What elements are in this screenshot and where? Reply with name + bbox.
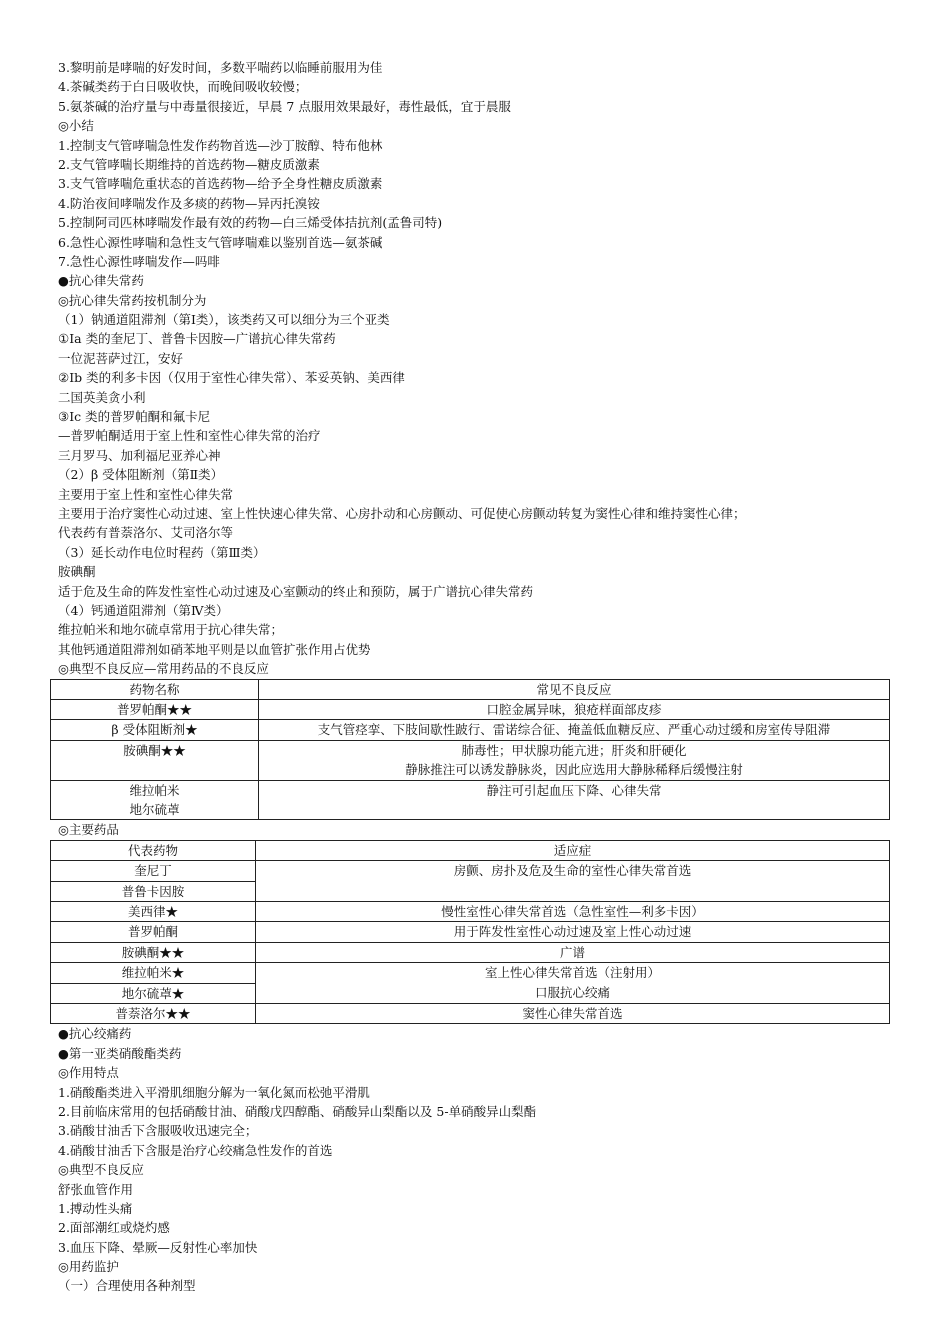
text-line: 3.硝酸甘油舌下含服吸收迅速完全； [58, 1123, 258, 1139]
effect-cell [259, 720, 890, 740]
text-line: —普罗帕酮适用于室上性和室性心律失常的治疗 [58, 428, 321, 444]
drug-name: 维拉帕米 [129, 782, 180, 798]
effect-cell [259, 780, 890, 820]
text-line: ◎抗心律失常药按机制分为 [58, 292, 207, 308]
text-line: ◎小结 [58, 118, 94, 134]
text-line: ◎用药监护 [58, 1259, 119, 1275]
indication-cell [256, 963, 890, 1004]
text-line: 其他钙通道阻滞剂如硝苯地平则是以血管扩张作用占优势 [58, 641, 371, 657]
indication-cell: 用于阵发性室性心动过速及室上性心动过速 [256, 922, 890, 942]
indication-text: 室上性心律失常首选（注射用） [484, 965, 660, 981]
table-header-row [51, 840, 890, 860]
effect-text: 口腔金属异味，狼疮样面部皮疹 [486, 701, 662, 717]
text-line: ◎典型不良反应—常用药品的不良反应 [58, 661, 269, 677]
effect-text: 肺毒性；甲状腺功能亢进；肝炎和肝硬化 [461, 742, 687, 758]
table-row [51, 922, 890, 942]
text-line: 胺碘酮 [58, 564, 96, 580]
indication-cell: 广谱 [256, 942, 890, 962]
drug-cell: 胺碘酮★★ [51, 942, 256, 962]
text-line: （4）钙通道阻滞剂（第Ⅳ类） [58, 602, 229, 618]
text-line: ◎典型不良反应 [58, 1162, 144, 1178]
document-page [58, 58, 898, 1296]
table-row [51, 901, 890, 921]
table-row [51, 1003, 890, 1023]
adverse-reactions-table [50, 679, 890, 821]
text-line: 7.急性心源性哮喘发作—吗啡 [58, 253, 220, 269]
text-line: 4.硝酸甘油舌下含服是治疗心绞痛急性发作的首选 [58, 1142, 333, 1158]
text-line: 一位泥菩萨过江，安好 [58, 350, 184, 366]
column-header-adverse-reaction: 常见不良反应 [259, 679, 890, 699]
effect-text: 静脉推注可以诱发静脉炎，因此应选用大静脉稀释后缓慢注射 [405, 762, 743, 778]
text-line: 4.茶碱类药于白日吸收快，而晚间吸收较慢； [58, 79, 308, 95]
effect-cell [259, 699, 890, 719]
effect-text: 静注可引起血压下降、心律失常 [486, 782, 662, 798]
drug-cell [51, 740, 259, 780]
text-line: 二国英美贪小利 [58, 389, 146, 405]
column-header-drug: 药物名称 [51, 679, 259, 699]
column-header-representative-drug: 代表药物 [51, 840, 256, 860]
indication-text: 口服抗心绞痛 [534, 984, 610, 1000]
text-line: ③Ⅰc 类的普罗帕酮和氟卡尼 [58, 409, 211, 425]
drug-cell: 奎尼丁 [51, 861, 256, 881]
drug-name: 普罗帕酮★★ [116, 701, 192, 717]
text-line: ●抗心律失常药 [58, 273, 144, 289]
effect-text: 支气管痉挛、下肢间歇性跛行、雷诺综合征、掩盖低血糖反应、严重心动过缓和房室传导阻滞 [317, 722, 831, 738]
main-drugs-table [50, 840, 890, 1025]
table-row [51, 740, 890, 780]
section-asthma-arrhythmia [58, 58, 898, 679]
text-line: 4.防治夜间哮喘发作及多痰的药物—异丙托溴铵 [58, 195, 320, 211]
table-row [51, 963, 890, 983]
text-line: 适于危及生命的阵发性室性心动过速及心室颤动的终止和预防，属于广谱抗心律失常药 [58, 583, 534, 599]
text-line: 舒张血管作用 [58, 1181, 134, 1197]
drug-cell [51, 780, 259, 820]
column-header-indication: 适应症 [256, 840, 890, 860]
text-line: ●第一亚类硝酸酯类药 [58, 1045, 182, 1061]
text-line: 2.支气管哮喘长期维持的首选药物—糖皮质激素 [58, 156, 320, 172]
table-row [51, 699, 890, 719]
text-line: （3）延长动作电位时程药（第Ⅲ类） [58, 544, 266, 560]
drug-cell: 美西律★ [51, 901, 256, 921]
text-line: 主要用于治疗窦性心动过速、室上性快速心律失常、心房扑动和心房颤动、可促使心房颤动转复为窦性心律和维持窦性心律； [58, 505, 746, 521]
text-line: 主要用于室上性和室性心律失常 [58, 486, 234, 502]
drug-cell: 地尔硫䓬★ [51, 983, 256, 1003]
table-row [51, 861, 890, 881]
drug-cell: 普罗帕酮 [51, 922, 256, 942]
text-line: 5.控制阿司匹林哮喘发作最有效的药物—白三烯受体拮抗剂(孟鲁司特) [58, 215, 443, 231]
text-line: 2.面部潮红或烧灼感 [58, 1220, 170, 1236]
drug-name: 地尔硫䓬 [129, 801, 180, 817]
drug-name: 胺碘酮★★ [123, 742, 186, 758]
section-antianginal [58, 1024, 898, 1295]
text-line: ①Ⅰa 类的奎尼丁、普鲁卡因胺—广谱抗心律失常药 [58, 331, 336, 347]
text-line: （1）钠通道阻滞剂（第Ⅰ类），该类药又可以细分为三个亚类 [58, 312, 390, 328]
text-line: （2）β 受体阻断剂（第Ⅱ类） [58, 467, 224, 483]
effect-cell [259, 740, 890, 780]
drug-cell: 维拉帕米★ [51, 963, 256, 983]
table-row [51, 942, 890, 962]
text-line: 3.支气管哮喘危重状态的首选药物—给予全身性糖皮质激素 [58, 176, 383, 192]
text-line: 5.氨茶碱的治疗量与中毒量很接近，早晨 7 点服用效果最好，毒性最低，宜于晨服 [58, 98, 511, 114]
drug-cell: 普萘洛尔★★ [51, 1003, 256, 1023]
drug-cell [51, 699, 259, 719]
text-line: 3.血压下降、晕厥—反射性心率加快 [58, 1239, 258, 1255]
text-line: ②Ⅰb 类的利多卡因（仅用于室性心律失常）、苯妥英钠、美西律 [58, 370, 405, 386]
text-line: 6.急性心源性哮喘和急性支气管哮喘难以鉴别首选—氨茶碱 [58, 234, 383, 250]
indication-cell: 窦性心律失常首选 [256, 1003, 890, 1023]
section-heading-main-drugs: ◎主要药品 [58, 822, 119, 838]
indication-cell: 房颤、房扑及危及生命的室性心律失常首选 [256, 861, 890, 902]
text-line: 代表药有普萘洛尔、艾司洛尔等 [58, 525, 234, 541]
text-line: 维拉帕米和地尔硫卓常用于抗心律失常； [58, 622, 284, 638]
table-row [51, 780, 890, 820]
indication-cell: 慢性室性心律失常首选（急性室性—利多卡因） [256, 901, 890, 921]
text-line: 1.搏动性头痛 [58, 1200, 133, 1216]
text-line: 1.硝酸酯类进入平滑肌细胞分解为一氧化氮而松弛平滑肌 [58, 1084, 370, 1100]
drug-cell [51, 720, 259, 740]
drug-cell: 普鲁卡因胺 [51, 881, 256, 901]
text-line: 3.黎明前是哮喘的好发时间，多数平喘药以临睡前服用为佳 [58, 60, 383, 75]
table-row [51, 720, 890, 740]
text-line: 2.目前临床常用的包括硝酸甘油、硝酸戊四醇酯、硝酸异山梨酯以及 5-单硝酸异山梨酯 [58, 1103, 537, 1119]
text-line: 三月罗马、加利福尼亚养心神 [58, 447, 221, 463]
text-line: （一）合理使用各种剂型 [58, 1278, 196, 1294]
text-line: ●抗心绞痛药 [58, 1026, 132, 1042]
table-header-row [51, 679, 890, 699]
drug-name: β 受体阻断剂★ [111, 722, 198, 738]
text-line: ◎作用特点 [58, 1065, 119, 1081]
text-line: 1.控制支气管哮喘急性发作药物首选—沙丁胺醇、特布他林 [58, 137, 383, 153]
